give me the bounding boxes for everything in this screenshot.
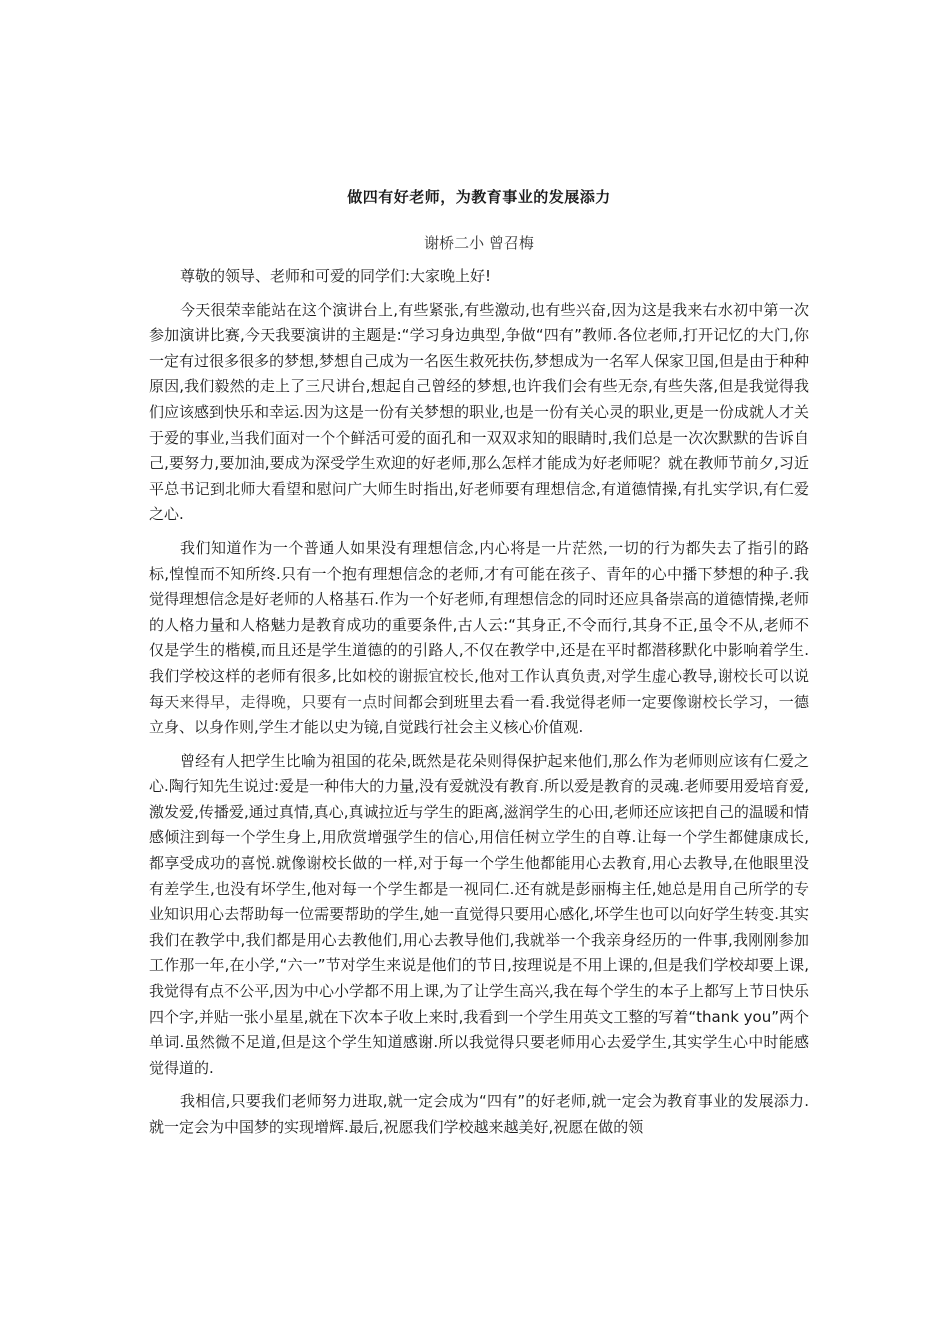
p2-text-g: 都会到班里去看一看.我觉得老师一定要 xyxy=(408,692,673,711)
p2-text-e: 可以说每 xyxy=(149,666,809,711)
p3-text-c: 校长做的一样,对于每一个学生他都能用心去教育,用心去教导,在他眼里没有差学生,也没有坏学生,他对每一个学生都是一视同仁.还有就是彭丽梅主任,她总是用自己所学的专业知识用心去帮助每一位需要帮助的学生,她一直觉得只要用心感化,坏学生也可以向好学生转变.其实我们在教学中,我们都是用心去教他们,用心去教导他们,我就举一个我亲身经历的一件事,我刚刚参加工作那一年,在小学,“六一”节对学生来说是他们的节日,按理说是不用上课的,但是我们学校却要上课,我觉得有点不公平,因为中心小学都不用上课,为了让学生高兴,我在每个学生的本子上都写上节日快乐四个字,并贴一张小星星,就在下次本子收上来时,我看到一个学生用英文工整的写着“thank you”两个单词.虽然微不足道,但是这个学生知道感谢.所以我觉得只要老师用心去爱学生,其实学生心中时能感觉得道的. xyxy=(149,854,809,1077)
p3-text-a: 曾经有人把学生比喻为祖国的花朵,既然是花朵则得保护起来他们,那么作为老师则应该有仁爱之心.陶行知先生说过:爱是一种伟大的力量,没有爱就没有教育.所以爱是教育的灵魂.老师要用爱培育爱,激发爱,传播爱,通过真情,真心,真诚拉近与学生的距离,滋润学生的心田,老师还应该把自己的温暖和情感倾注到每一个学生身上,用欣赏增强学生的信心,用信任树立学生的自尊.让每一个学生都健康成长,都享受成功的喜悦.就像 xyxy=(149,751,809,873)
body-paragraph-3 xyxy=(149,749,809,1082)
document-title: 做四有好老师，为教育事业的发展添力 xyxy=(347,188,611,206)
document-author: 谢桥二小 曾召梅 xyxy=(424,234,534,252)
p2-text-a: 我们知道作为一个普通人如果没有理想信念,内心将是一片茫然,一切的行为都失去了指引的路标,惶惶而不知所终.只有一个抱有理想信念的老师,才有可能在孩子、青年的心中播下梦想的种子.我觉得理想信念是好老师的人格基石.作为一个好老师,有理想信念的同时还应具备崇高的道德情操,老师的人格力量和人格魅力是教育成功的重要条件,古人云:“其身正,不令而行,其身不正,虽令不从,老师不仅是学生的楷模,而且还是学生道德的的引路人,不仅在教学中,还是在平时都潜移默化中影响着学生.我们学校这样的老师有很多,比如 xyxy=(149,538,809,685)
p2-text-f: 天来得早，走得晚，只要有一点时间 xyxy=(164,692,409,711)
body-paragraph-2 xyxy=(149,536,809,741)
p3-text-b: 谢 xyxy=(306,854,322,873)
p2-text-b: 校的谢振宜校长 xyxy=(367,666,475,685)
p2-text-c: ,他对工作认真负责,对学生虚心教导, xyxy=(474,666,718,685)
body-paragraph-1: 今天很荣幸能站在这个演讲台上,有些紧张,有些激动,也有些兴奋,因为这是我来右水初中第一次参加演讲比赛,今天我要演讲的主题是:“学习身边典型,争做“四有”教师.各位老师,打开记忆的大门,你一定有过很多很多的梦想,梦想自己成为一名医生救死扶伤,梦想成为一名军人保家卫国,但是由于种种原因,我们毅然的走上了三尺讲台,想起自己曾经的梦想,也许我们会有些无奈,有些失落,但是我觉得我们应该感到快乐和幸运.因为这是一份有关梦想的职业,也是一份有关心灵的职业,更是一份成就人才关于爱的事业,当我们面对一个个鲜活可爱的面孔和一双双求知的眼睛时,我们总是一次次默默的告诉自己,要努力,要加油,要成为深受学生欢迎的好老师,那么怎样才能成为好老师呢？就在教师节前夕,习近平总书记到北师大看望和慰问广大师生时指出,好老师要有理想信念,有道德情操,有扎实学识,有仁爱之心. xyxy=(149,300,809,524)
document-page xyxy=(149,186,809,1149)
p2-text-i: ，一德立身、以身作则,学生才能以史为镜,自觉践行社会主义核心价值观. xyxy=(149,692,809,737)
greeting-paragraph: 尊敬的领导、老师和可爱的同学们:大家晚上好! xyxy=(180,267,492,285)
p2-text-d: 谢校长 xyxy=(717,666,764,685)
p2-text-h: 像谢校长学习 xyxy=(672,692,764,711)
body-paragraph-4: 我相信,只要我们老师努力进取,就一定会成为“四有”的好老师,就一定会为教育事业的发展添力.就一定会为中国梦的实现增辉.最后,祝愿我们学校越来越美好,祝愿在做的领 xyxy=(149,1092,809,1136)
